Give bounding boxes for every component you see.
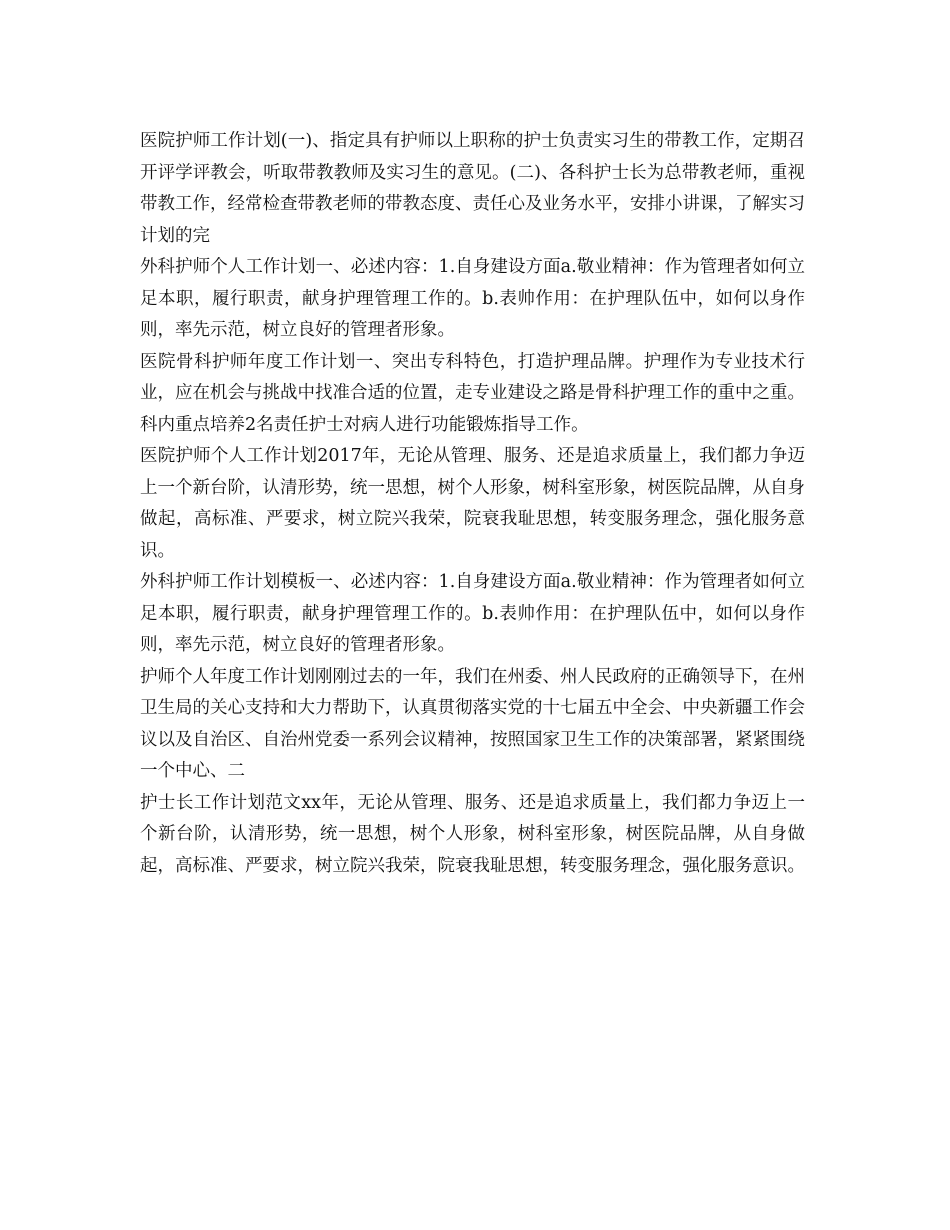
paragraph-nurse-personal-annual-plan: 护师个人年度工作计划刚刚过去的一年，我们在州委、州人民政府的正确领导下，在州卫生局的关心支持和大力帮助下，认真贯彻落实党的十七届五中全会、中央新疆工作会议以及自治区、自治州党委一系列会议精神，按照国家卫生工作的决策部署，紧紧围绕一个中心、二 [140, 666, 805, 781]
paragraph-surgical-nurse-personal-plan: 外科护师个人工作计划一、必述内容：1.自身建设方面a.敬业精神：作为管理者如何立足本职，履行职责，献身护理管理工作的。b.表帅作用：在护理队伍中，如何以身作则，率先示范，树立良好的管理者形象。 [140, 257, 805, 340]
paragraph-head-nurse-plan-sample: 护士长工作计划范文xx年，无论从管理、服务、还是追求质量上，我们都力争迈上一个新台阶，认清形势，统一思想，树个人形象，树科室形象，树医院品牌，从自身做起，高标准、严要求，树立院兴我荣，院衰我耻思想，转变服务理念，强化服务意识。 [140, 792, 805, 876]
paragraph-orthopedic-nurse-annual-plan: 医院骨科护师年度工作计划一、突出专科特色，打造护理品牌。护理作为专业技术行业，应在机会与挑战中找准合适的位置，走专业建设之路是骨科护理工作的重中之重。科内重点培养2名责任护士对病人进行功能锻炼指导工作。 [140, 351, 805, 435]
paragraph-surgical-nurse-plan-template: 外科护师工作计划模板一、必述内容：1.自身建设方面a.敬业精神：作为管理者如何立足本职，履行职责，献身护理管理工作的。b.表帅作用：在护理队伍中，如何以身作则，率先示范，树立良好的管理者形象。 [140, 572, 805, 655]
paragraph-hospital-nurse-personal-plan: 医院护师个人工作计划2017年，无论从管理、服务、还是追求质量上，我们都力争迈上一个新台阶，认清形势，统一思想，树个人形象，树科室形象，树医院品牌，从自身做起，高标准、严要求，树立院兴我荣，院衰我耻思想，转变服务理念，强化服务意识。 [140, 446, 805, 561]
document-body [140, 126, 805, 882]
paragraph-hospital-nurse-plan: 医院护师工作计划(一)、指定具有护师以上职称的护士负责实习生的带教工作，定期召开评学评教会，听取带教教师及实习生的意见。(二)、各科护士长为总带教老师，重视带教工作，经常检查带教老师的带教态度、责任心及业务水平，安排小讲课，了解实习计划的完 [140, 131, 805, 246]
